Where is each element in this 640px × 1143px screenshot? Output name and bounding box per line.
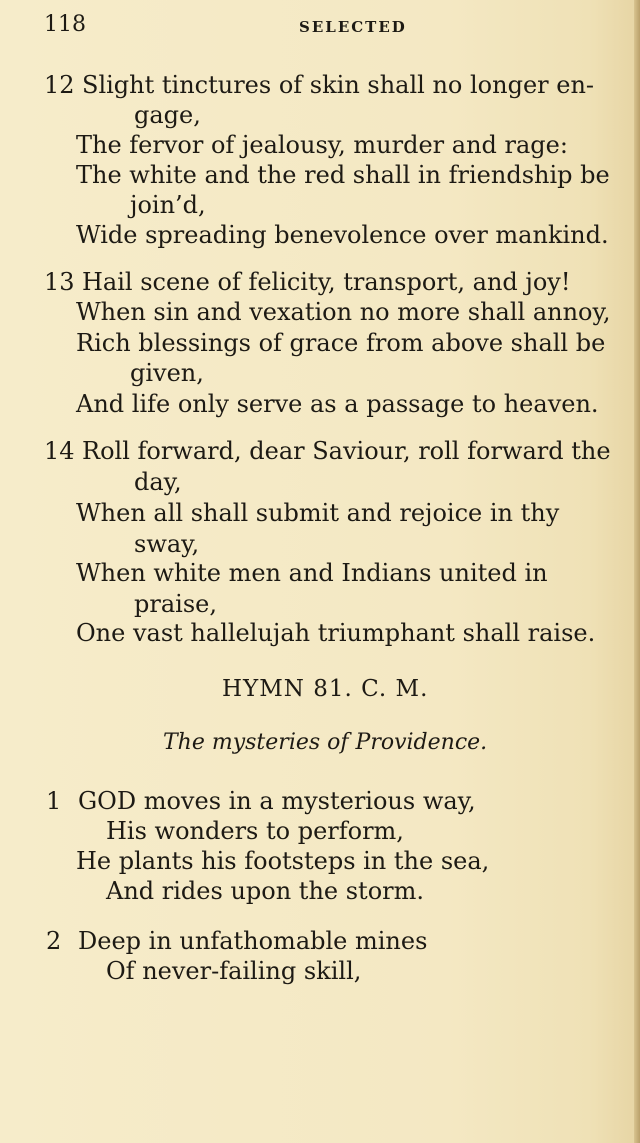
verse-line: praise, xyxy=(134,590,217,618)
verse-line: His wonders to perform, xyxy=(106,817,404,845)
page-edge xyxy=(634,0,640,1143)
verse-line: And life only serve as a passage to heaven. xyxy=(76,390,599,418)
verse-line: When sin and vexation no more shall annoy, xyxy=(76,298,611,326)
verse-line: Roll forward, dear Saviour, roll forward the xyxy=(82,437,611,465)
verse-line: sway, xyxy=(134,530,200,558)
verse-number: 12 xyxy=(44,71,75,99)
verse-line: Deep in unfathomable mines xyxy=(78,927,428,955)
verse-number: 14 xyxy=(44,437,75,465)
verse-line: join’d, xyxy=(130,191,206,219)
verse-number: 1 xyxy=(46,787,62,815)
verse-line: day, xyxy=(134,468,182,496)
verse-line: He plants his footsteps in the sea, xyxy=(76,847,490,875)
verse-number: 2 xyxy=(46,927,62,955)
verse-line: The white and the red shall in friendship be xyxy=(76,161,610,189)
verse-line: gage, xyxy=(134,101,201,129)
verse-line: Rich blessings of grace from above shall be xyxy=(76,329,606,357)
running-head: SELECTED xyxy=(299,18,407,36)
page-header xyxy=(0,12,640,42)
verse-line: given, xyxy=(130,359,204,387)
verse-line: GOD moves in a mysterious way, xyxy=(78,787,476,815)
page-number: 118 xyxy=(44,12,86,37)
verse-line: Hail scene of felicity, transport, and joy! xyxy=(82,268,571,296)
hymn-subtitle: The mysteries of Providence. xyxy=(163,730,488,755)
verse-line: One vast hallelujah triumphant shall raise. xyxy=(76,619,596,647)
verse-line: Wide spreading benevolence over mankind. xyxy=(76,221,609,249)
hymn-title: HYMN 81. C. M. xyxy=(222,676,429,702)
verse-line: The fervor of jealousy, murder and rage: xyxy=(76,131,568,159)
verse-number: 13 xyxy=(44,268,75,296)
verse-line: And rides upon the storm. xyxy=(106,877,424,905)
verse-line: Slight tinctures of skin shall no longer en- xyxy=(82,71,595,99)
verse-line: When all shall submit and rejoice in thy xyxy=(76,499,560,527)
verse-line: When white men and Indians united in xyxy=(76,559,548,587)
verse-line: Of never-failing skill, xyxy=(106,957,362,985)
